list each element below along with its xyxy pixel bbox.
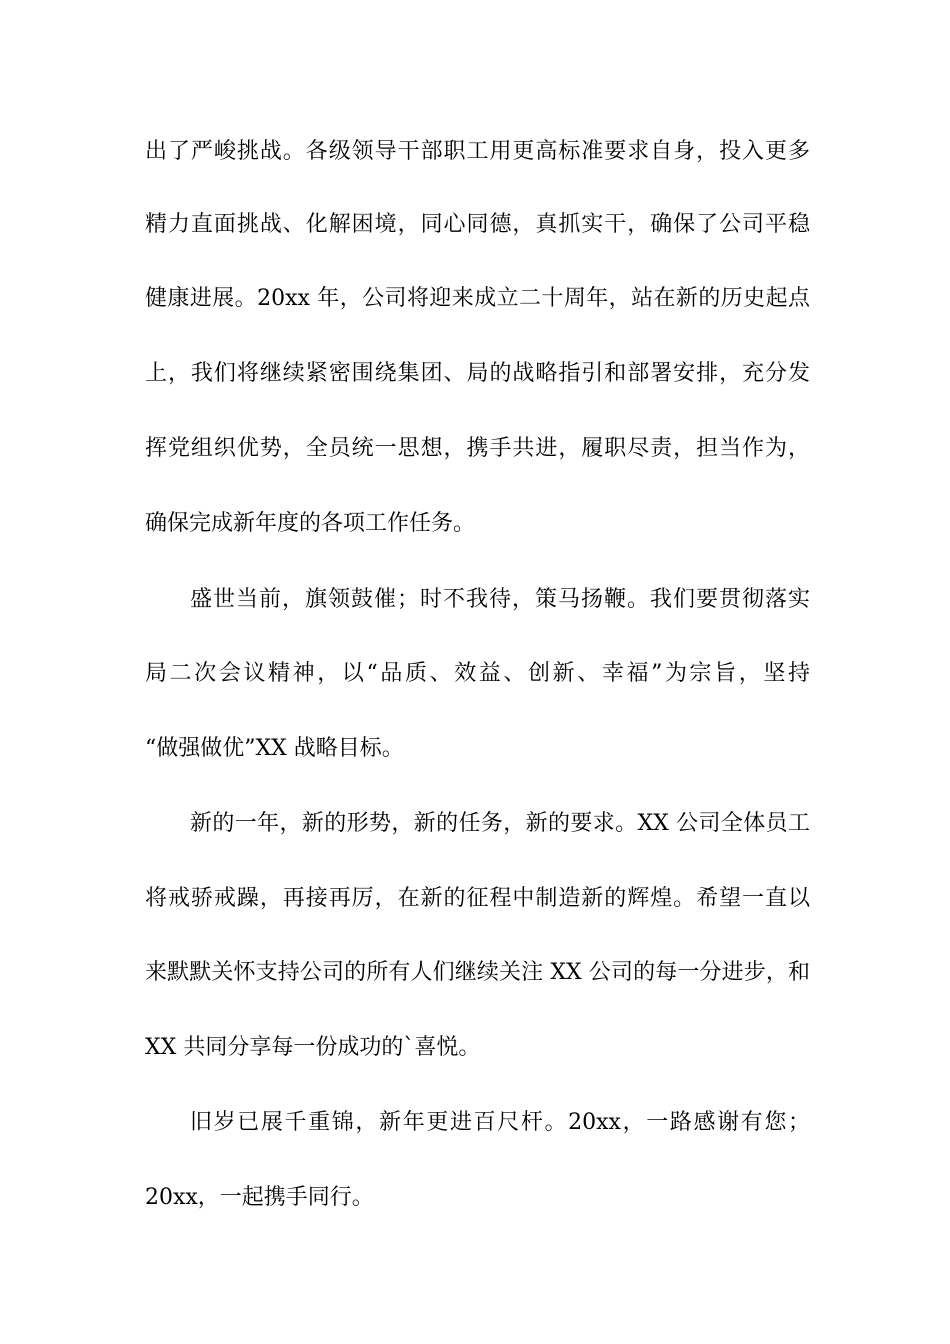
body-text-line: 局二次会议精神，以“品质、效益、创新、幸福”为宗旨，坚持 [145,661,810,686]
body-text-line: “做强做优”XX 战略目标。 [145,736,404,761]
body-text-line: 挥党组织优势，全员统一思想，携手共进，履职尽责，担当作为， [145,436,810,461]
body-text-line: 出了严峻挑战。各级领导干部职工用更高标准要求自身，投入更多 [145,139,810,164]
body-text-line: 将戒骄戒躁，再接再厉，在新的征程中制造新的辉煌。希望一直以 [145,886,810,911]
body-text-line: 健康进展。20xx 年，公司将迎来成立二十周年，站在新的历史起点 [145,286,810,311]
body-text-line: 来默默关怀支持公司的所有人们继续关注 XX 公司的每一分进步，和 [145,960,810,985]
body-text-line: 精力直面挑战、化解困境，同心同德，真抓实干，确保了公司平稳 [145,212,810,237]
paragraph-first-line: 旧岁已展千重锦，新年更进百尺杆。20xx，一路感谢有您； [190,1110,810,1135]
body-text-line: XX 共同分享每一份成功的`喜悦。 [145,1035,481,1060]
paragraph-first-line: 盛世当前，旗领鼓催；时不我待，策马扬鞭。我们要贯彻落实 [190,587,810,612]
body-text-line: 20xx，一起携手同行。 [145,1185,374,1210]
paragraph-first-line: 新的一年，新的形势，新的任务，新的要求。XX 公司全体员工 [190,811,810,836]
body-text-line: 确保完成新年度的各项工作任务。 [145,511,476,536]
body-text-line: 上，我们将继续紧密围绕集团、局的战略指引和部署安排，充分发 [145,361,810,386]
